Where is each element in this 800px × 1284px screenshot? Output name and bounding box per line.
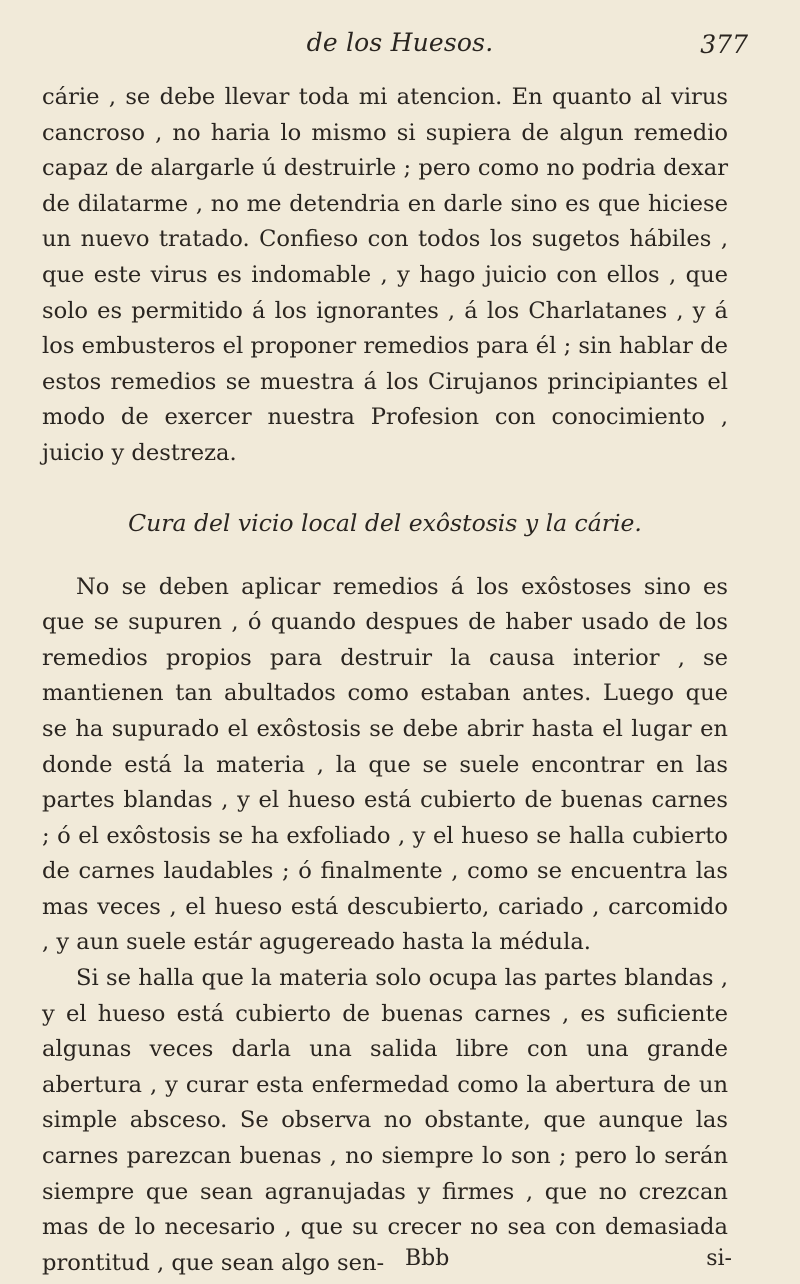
paragraph-2: No se deben aplicar remedios á los exôstoses sino es que se supuren , ó quando despues de haber usado de los remedios propios para destruir la causa interior , se mantienen tan abultados como estaban antes. Luego que se ha supurado el exôstosis se debe abrir hasta el lugar en donde está la materia , la que se suele encontrar en las partes blandas , y el hueso está cubierto de buenas carnes ; ó el exôstosis se ha exfoliado , y el hueso se halla cubierto de carnes laudables ; ó finalmente , como se encuentra las mas veces , el hueso está descubierto, cariado , carcomido , y aun suele estár agugereado hasta la médula. <box>42 573 728 956</box>
paragraph-1: cárie , se debe llevar toda mi atencion. En quanto al virus cancroso , no haria lo mismo si supiera de algun remedio capaz de alargarle ú destruirle ; pero como no podria dexar de dilatarme , no me detendria en darle sino es que hiciese un nuevo tratado. Confieso con todos los sugetos hábiles , que este virus es indomable , y hago juicio con ellos , que solo es permitido á los ignorantes , á los Charlatanes , y á los embusteros el proponer remedios para él ; sin hablar de estos remedios se muestra á los Cirujanos principiantes el modo de exercer nuestra Profesion con conocimiento , juicio y destreza. <box>42 84 728 466</box>
paragraph-3: Si se halla que la materia solo ocupa las partes blandas , y el hueso está cubierto de buenas carnes , es suficiente algunas veces darla una salida libre con una grande abertura , y curar esta enfermedad como la abertura de un simple absceso. Se observa no obstante, que aunque las carnes parezcan buenas , no siempre lo son ; pero lo serán siempre que sean agranujadas y firmes , que no crezcan mas de lo necesario , que su crecer no sea con demasiada prontitud , que sean algo sen- <box>42 965 728 1276</box>
body-text <box>42 80 728 1281</box>
catchword: si- <box>706 1246 732 1271</box>
running-head <box>0 2 800 62</box>
page-footer <box>0 1246 800 1282</box>
section-heading: Cura del vicio local del exôstosis y la cárie. <box>128 508 642 537</box>
page-number: 377 <box>700 30 748 59</box>
running-head-title: de los Huesos. <box>306 28 494 57</box>
signature-mark: Bbb <box>405 1246 450 1271</box>
